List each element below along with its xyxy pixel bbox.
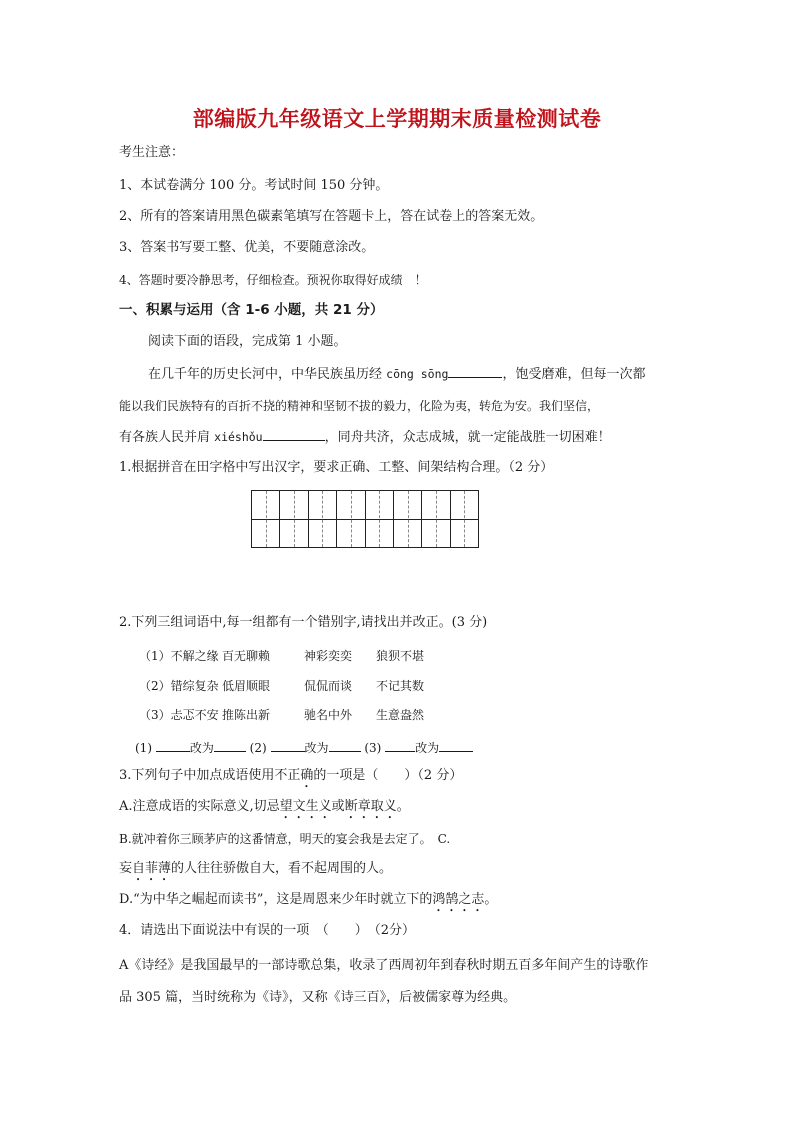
stem-text: 的一项是（ ）（2 分）: [313, 768, 463, 783]
question-3-option-a: [119, 798, 410, 822]
passage-text: 有各族人民并肩: [119, 430, 215, 445]
word-item: 推陈出新: [222, 708, 271, 722]
option-text-dotted: 望文生义: [279, 799, 332, 814]
answer-blank[interactable]: [271, 739, 305, 752]
stem-text-dotted: 确: [300, 768, 314, 783]
answer-label: (1): [135, 741, 152, 755]
option-text: 的人往往骄傲自大，看不起周围的人。: [171, 861, 393, 876]
option-text-dotted: 鸿鹄之志: [432, 892, 485, 907]
word-item: 百无聊赖: [222, 649, 271, 663]
grid-cell[interactable]: [280, 491, 308, 547]
question-4-stem: 4．请选出下面说法中有误的一项 （ ） （2分）: [119, 923, 416, 938]
passage-line-1: [148, 365, 645, 384]
answer-blank[interactable]: [156, 739, 190, 752]
word-item: （3）忐忑不安: [139, 708, 219, 722]
question-3-stem: [119, 767, 462, 791]
fill-blank-1[interactable]: [448, 365, 502, 378]
option-text: 或: [331, 799, 345, 814]
fill-blank-2[interactable]: [263, 428, 325, 441]
answer-label: (3): [364, 741, 382, 755]
word-group-1: [139, 647, 456, 665]
answer-blank[interactable]: [214, 739, 246, 752]
pinyin-congsong: cōng sōng: [386, 367, 449, 381]
reading-intro: 阅读下面的语段，完成第 1 小题。: [148, 334, 347, 349]
passage-text: ，饱受磨难，但每一次都: [502, 367, 646, 382]
option-text: D.“为中华之崛起而读书”，这是周恩来少年时就立下的: [119, 892, 433, 907]
option-text-dotted: 自菲薄: [132, 861, 172, 876]
answer-label: 改为: [304, 741, 329, 755]
notice-item-3: 3、答案书写要工整、优美，不要随意涂改。: [119, 240, 375, 255]
answer-blank[interactable]: [385, 739, 415, 752]
section-heading: 一、积累与运用（含 1-6 小题，共 21 分）: [119, 302, 384, 318]
grid-cell[interactable]: [451, 491, 478, 547]
notice-item-4: 4、答题时要冷静思考，仔细检查。预祝你取得好成绩 ！: [119, 273, 427, 287]
notice-item-1: 1、本试卷满分 100 分。考试时间 150 分钟。: [119, 178, 389, 193]
answer-blank[interactable]: [439, 739, 473, 752]
answer-label: 改为: [415, 741, 440, 755]
option-text: A.注意成语的实际意义,切忌: [119, 799, 280, 814]
question-2-stem: 2.下列三组词语中,每一组都有一个错别字,请找出并改正。(3 分): [119, 615, 488, 630]
grid-cell[interactable]: [422, 491, 450, 547]
answer-blank[interactable]: [329, 739, 361, 752]
word-item: （1）不解之缘: [139, 649, 219, 663]
question-4-option-a-line-1: A《诗经》是我国最早的一部诗歌总集，收录了西周初年到春秋时期五百多年间产生的诗歌作: [119, 958, 649, 973]
question-3-option-b: B.就冲着你三顾茅庐的这番情意，明天的宴会我是去定了。 C.: [119, 832, 451, 846]
question-1-stem: 1.根据拼音在田字格中写出汉字，要求正确、工整、间架结构合理。（2 分）: [119, 460, 554, 475]
word-item: 神彩奕奕: [304, 649, 353, 663]
word-item: 狼狈不堪: [376, 649, 425, 663]
passage-text: ，同舟共济，众志成城，就一定能战胜一切困难！: [324, 430, 611, 445]
stem-text: 3.下列句子中加点成语使用不正: [119, 768, 301, 783]
word-item: （2）错综复杂: [139, 679, 219, 693]
option-text: 。: [396, 799, 410, 814]
word-item: 驰名中外: [304, 708, 353, 722]
grid-cell[interactable]: [394, 491, 422, 547]
word-item: 低眉顺眼: [222, 679, 271, 693]
word-item: 生意盎然: [376, 708, 425, 722]
passage-line-2: 能以我们民族特有的百折不挠的精神和坚韧不拔的毅力，化险为夷，转危为安。我们坚信，: [119, 399, 600, 413]
option-text: 。: [484, 892, 498, 907]
page-title: 部编版九年级语文上学期期末质量检测试卷: [192, 107, 602, 131]
grid-cell[interactable]: [309, 491, 337, 547]
option-text: 妄: [119, 861, 133, 876]
grid-cell[interactable]: [252, 491, 280, 547]
answer-line: [135, 739, 473, 757]
tianzige-grid[interactable]: [251, 490, 479, 548]
question-4-option-a-line-2: 品 305 篇，当时统称为《诗》，又称《诗三百》，后被儒家尊为经典。: [119, 990, 517, 1005]
notice-item-2: 2、所有的答案请用黑色碳素笔填写在答题卡上，答在试卷上的答案无效。: [119, 209, 544, 224]
passage-line-3: [119, 428, 611, 447]
answer-label: 改为: [189, 741, 214, 755]
option-text-dotted: 断章取义: [344, 799, 397, 814]
passage-text: 在几千年的历史长河中，中华民族虽历经: [148, 367, 387, 382]
question-3-option-c: [119, 860, 392, 884]
pinyin-xieshou: xiéshǒu: [214, 430, 263, 444]
word-group-3: [139, 706, 456, 724]
notice-heading: 考生注意：: [119, 145, 185, 160]
question-3-option-d: [119, 891, 497, 915]
word-group-2: [139, 677, 456, 695]
grid-cell[interactable]: [366, 491, 394, 547]
answer-label: (2): [249, 741, 267, 755]
grid-cell[interactable]: [337, 491, 365, 547]
word-item: 侃侃而谈: [304, 679, 353, 693]
word-item: 不记其数: [376, 679, 425, 693]
